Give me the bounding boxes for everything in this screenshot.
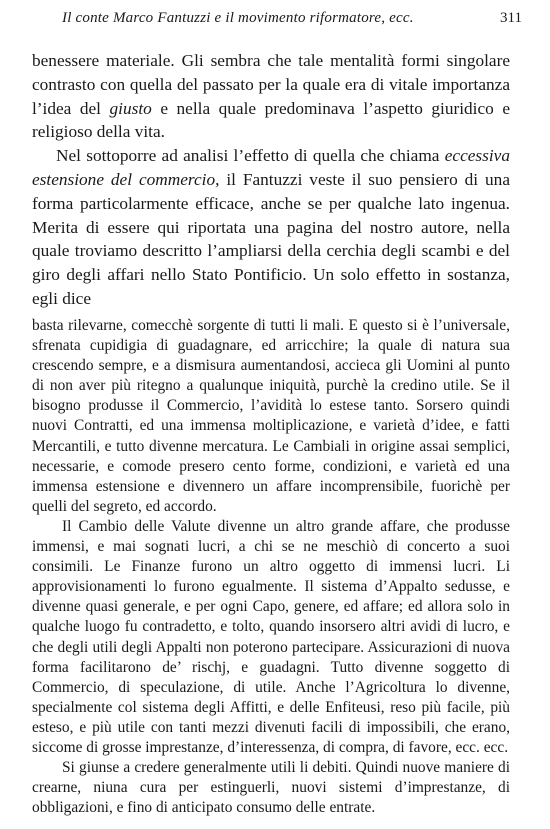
italic-run: eccessiva estensione del commercio — [32, 146, 510, 189]
paragraph — [32, 49, 510, 144]
running-title: Il conte Marco Fantuzzi e il movimento riformatore, ecc. — [62, 10, 414, 26]
block-quote — [32, 316, 510, 818]
text-run: Nel sottoporre ad analisi l’effetto di quella che chiama — [56, 146, 445, 166]
italic-run: giusto — [109, 98, 152, 118]
quote-paragraph: Si giunse a credere generalmente utili li debiti. Quindi nuove maniere di crearne, niuna cura per estinguerli, nuovi sistemi d’imprestanze, di obbligazioni, e fino di anticipato consumo delle entrate. — [32, 759, 510, 817]
text-run: , il Fantuzzi veste il suo pensiero di una forma particolarmente efficace, anche se per qualche lato ingenua. Merita di essere qui riportata una pagina del nostro autore, nella quale troviamo descritto l’ampliarsi della cerchia degli scambi e del giro degli affari nello Stato Pontificio. Un solo effetto in sostanza, egli dice — [32, 169, 510, 308]
paragraph — [32, 144, 510, 311]
text-run: e nella quale predominava l’aspetto giuridico e religioso della vita. — [32, 98, 510, 142]
quote-paragraph: basta rilevarne, comecchè sorgente di tutti li mali. E questo si è l’universale, sfrenata cupidigia di guadagnare, ed arricchire; la quale di natura sua crescendo sempre, e a dismisura aumentandosi, accieca gli Uomini al punto di non aver più ritegno a qualunque iniquità, purchè la credino utile. Se il bisogno produsse il Commercio, l’avidità lo estese tanto. Sorsero quindi nuovi Contratti, ed una immensa moltiplicazione, e varietà d’idee, e fatti Mercantili, e tutto divenne mercatura. Le Cambiali in origine assai semplici, necessarie, e comode presero cento forme, condizioni, e varietà ed una immensa estensione e divennero un affare incomprensibile, fuorichè per quelli del segreto, ed accordo. — [32, 317, 510, 515]
page-number: 311 — [500, 10, 522, 26]
main-text — [32, 49, 510, 311]
quote-paragraph: Il Cambio delle Valute divenne un altro grande affare, che produsse immensi, e mai sognati lucri, a chi se ne meschiò di concerto a suoi consimili. Le Finanze furono un altro oggetto di immensi lucri. Li approvisionamenti lo furono egualmente. Il sistema d’Appalto sedusse, e divenne quasi generale, e per ogni Capo, genere, ed affare; ed allora solo in qualche luogo fu contradetto, e tolto, quando insorsero altri avidi di lucro, e che degli utili degli Appalti non poterono partecipare. Assicurazioni di nuova forma facilitarono de’ rischj, e guadagni. Tutto divenne soggetto di Commercio, di speculazione, di utile. Anche l’Agricoltura lo divenne, specialmente col sistema degli Affitti, e delle Enfiteusi, reso più facile, più esteso, e più utile con tanti mezzi divenuti facili di impossibili, che erano, siccome di grosse imprestanze, d’interessenza, di compra, di favore, ecc. ecc. — [32, 517, 510, 756]
text-run: benessere materiale. Gli sembra che tale mentalità formi singolare contrasto con quella del passato per la quale era di vitale importanza l’idea del — [32, 51, 510, 118]
running-header — [32, 10, 522, 32]
